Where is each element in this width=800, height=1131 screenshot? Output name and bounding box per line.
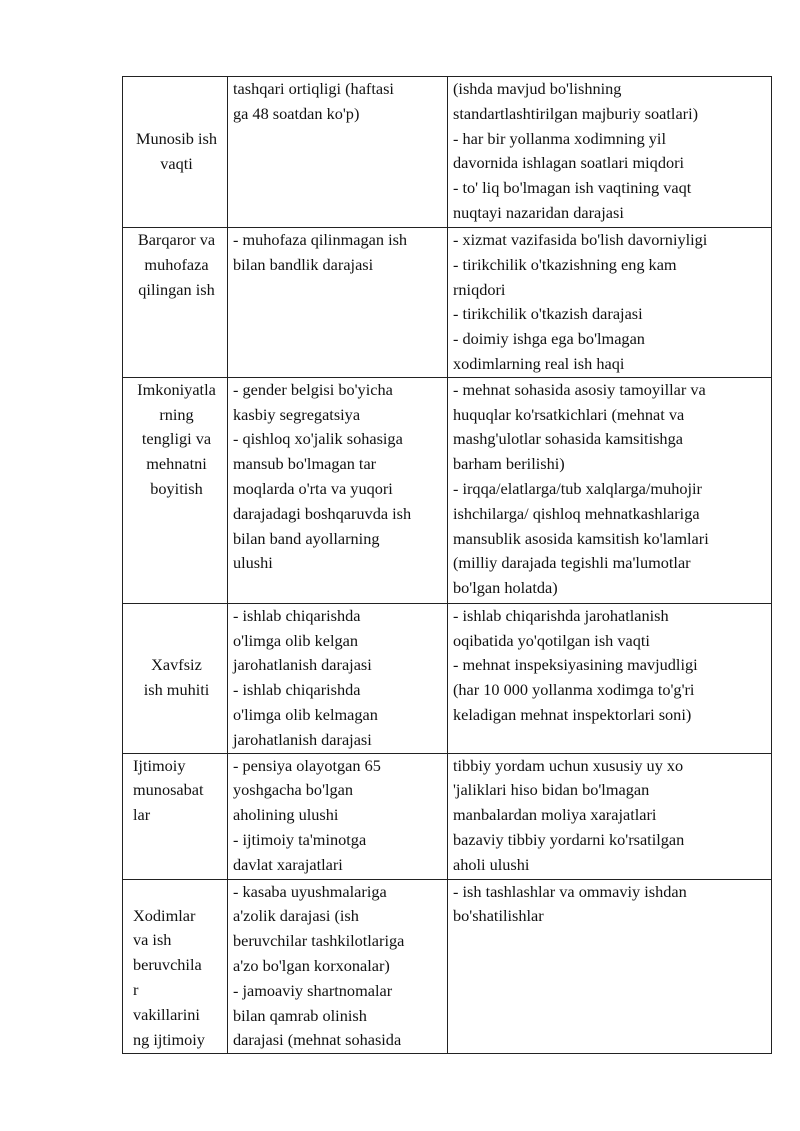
indicator-item: - kasaba uyushmalariga a'zolik darajasi (ish beruvchilar tashkilotlariga a'zo bo'lgan korxonalar)	[233, 881, 405, 975]
indicator-item: - ishlab chiqarishda o'limga olib kelgan jarohatlanish darajasi	[233, 605, 372, 675]
category-label: Imkoniyatla rning tengligi va mehnatni boyitish	[137, 379, 216, 498]
category-cell	[123, 753, 228, 879]
category-label: Ijtimoiy munosabat lar	[133, 755, 204, 825]
indicator-item: - pensiya olayotgan 65 yoshgacha bo'lgan aholining ulushi	[233, 755, 381, 825]
table-row	[123, 377, 772, 603]
additional-indicator-item: - tirikchilik o'tkazishning eng kam rniqdori	[453, 254, 677, 299]
additional-indicator-item: - har bir yollanma xodimning yil davornida ishlagan soatlari miqdori	[453, 128, 685, 173]
additional-indicator-item: tibbiy yordam uchun xususiy uy xo 'jaliklari hiso bidan bo'lmagan manbalardan moliya xarajatlari	[453, 755, 684, 825]
additional-indicator-item: bazaviy tibbiy yordarni ko'rsatilgan aholi ulushi	[453, 829, 685, 874]
additional-indicator-item: - ishlab chiqarishda jarohatlanish oqibatida yo'qotilgan ish vaqti	[453, 605, 669, 650]
indicator-item: - ishlab chiqarishda o'limga olib kelmagan jarohatlanish darajasi	[233, 680, 378, 749]
additional-indicator-item: - doimiy ishga ega bo'lmagan xodimlarning real ish haqi	[453, 329, 645, 373]
additional-indicator-item: - mehnat inspeksiyasining mavjudligi (har 10 000 yollanma xodimga to'g'ri keladigan mehnat inspektorlari soni)	[453, 655, 698, 724]
indicator-cell	[228, 753, 448, 879]
additional-indicator-item: - tirikchilik o'tkazish darajasi	[453, 304, 643, 324]
indicators-table	[122, 76, 772, 1054]
additional-indicator-item: - xizmat vazifasida bo'lish davorniyligi	[453, 230, 708, 249]
category-cell	[123, 603, 228, 753]
additional-indicator-cell	[448, 603, 772, 753]
table-row	[123, 228, 772, 378]
category-label: Barqaror va muhofaza qilingan ish	[137, 230, 216, 299]
category-cell	[123, 377, 228, 603]
additional-indicator-item: (ishda mavjud bo'lishning standartlashtirilgan majburiy soatlari)	[453, 79, 699, 123]
indicator-cell	[228, 377, 448, 603]
additional-indicator-item: - mehnat sohasida asosiy tamoyillar va huquqlar ko'rsatkichlari (mehnat va mashg'ulotlar sohasida kamsitishga barham berilishi)	[453, 379, 706, 474]
indicator-item: - gender belgisi bo'yicha kasbiy segregatsiya	[233, 379, 393, 424]
category-cell	[123, 228, 228, 378]
additional-indicator-item: - irqqa/elatlarga/tub xalqlarga/muhojir ishchilarga/ qishloq mehnatkashlariga mansublik asosida kamsitish ko'lamlari (milliy darajada tegishli ma'lumotlar bo'lgan holatda)	[453, 478, 709, 598]
indicator-cell	[228, 77, 448, 228]
indicator-item: tashqari ortiqligi (haftasi ga 48 soatdan ko'p)	[233, 79, 394, 123]
additional-indicator-item: - to' liq bo'lmagan ish vaqtining vaqt nuqtayi nazaridan darajasi	[453, 178, 692, 222]
category-cell	[123, 879, 228, 1054]
indicator-item: - ijtimoiy ta'minotga davlat xarajatlari	[233, 829, 367, 874]
table-row	[123, 879, 772, 1054]
indicator-cell	[228, 228, 448, 378]
category-label: Xavfsiz ish muhiti	[143, 655, 210, 700]
indicator-item: - qishloq xo'jalik sohasiga mansub bo'lmagan tar moqlarda o'rta va yuqori darajadagi boshqaruvda ish bilan band ayollarning ulushi	[233, 429, 412, 573]
category-cell	[123, 77, 228, 228]
category-label: Xodimlar va ish beruvchila r vakillarini ng ijtimoiy	[133, 905, 205, 1049]
indicator-item: - jamoaviy shartnomalar bilan qamrab olinish darajasi (mehnat sohasida	[233, 980, 402, 1050]
category-label: Munosib ish vaqti	[136, 129, 217, 173]
additional-indicator-cell	[448, 753, 772, 879]
table-row	[123, 77, 772, 228]
table-row	[123, 603, 772, 753]
indicator-item: - muhofaza qilinmagan ish bilan bandlik darajasi	[233, 230, 408, 274]
additional-indicator-cell	[448, 377, 772, 603]
additional-indicator-item: - ish tashlashlar va ommaviy ishdan bo'shatilishlar	[453, 881, 687, 926]
additional-indicator-cell	[448, 77, 772, 228]
indicator-cell	[228, 879, 448, 1054]
indicator-cell	[228, 603, 448, 753]
additional-indicator-cell	[448, 228, 772, 378]
additional-indicator-cell	[448, 879, 772, 1054]
table-row	[123, 753, 772, 879]
